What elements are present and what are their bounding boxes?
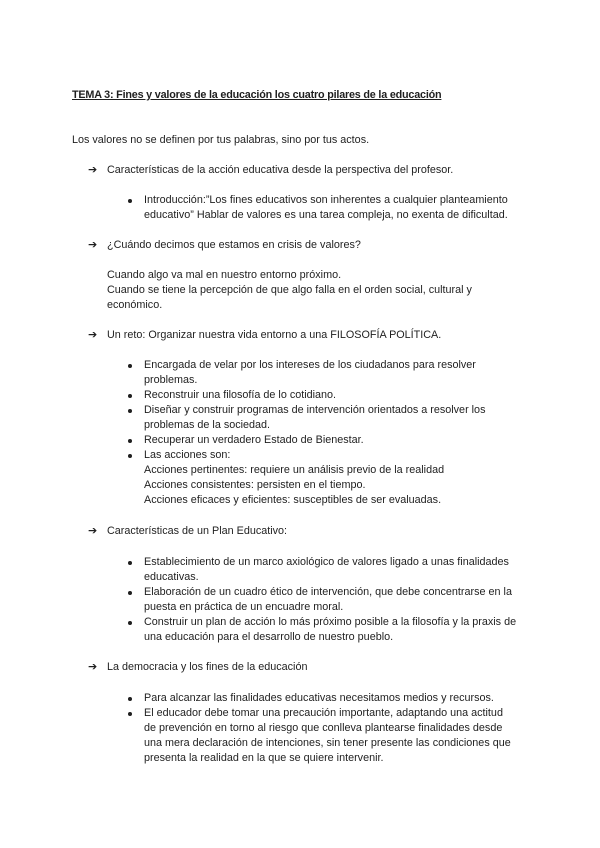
list-item: Construir un plan de acción lo más próximo posible a la filosofía y la praxis de una educación para el desarrollo de nuestro pueblo. xyxy=(88,615,516,645)
section-heading: ➔ ¿Cuándo decimos que estamos en crisis de valores? xyxy=(88,239,361,251)
section-heading: ➔ La democracia y los fines de la educación xyxy=(88,661,308,673)
arrow-bullet-icon: ➔ xyxy=(88,525,98,537)
section-4-bullets xyxy=(88,555,516,645)
list-item: Encargada de velar por los intereses de los ciudadanos para resolver problemas. xyxy=(88,358,485,388)
arrow-bullet-icon: ➔ xyxy=(88,329,98,341)
list-item: Establecimiento de un marco axiológico de valores ligado a unas finalidades educativas. xyxy=(88,555,516,585)
section-5 xyxy=(88,660,307,675)
bullet-dot-icon xyxy=(128,712,132,716)
list-item: Recuperar un verdadero Estado de Bienestar. xyxy=(88,433,485,448)
arrow-bullet-icon: ➔ xyxy=(88,164,98,176)
arrow-bullet-icon: ➔ xyxy=(88,661,98,673)
bullet-dot-icon xyxy=(128,394,132,398)
bullet-dot-icon xyxy=(128,454,132,458)
section-4 xyxy=(88,524,287,539)
list-item: Reconstruir una filosofía de lo cotidiano. xyxy=(88,388,485,403)
bullet-dot-icon xyxy=(128,621,132,625)
section-1-bullets xyxy=(88,193,508,223)
section-3 xyxy=(88,328,441,343)
section-2-paragraph: Cuando algo va mal en nuestro entorno próximo. Cuando se tiene la percepción de que algo falla en el orden social, cultural y económico. xyxy=(107,269,472,311)
section-2 xyxy=(88,238,361,253)
bullet-dot-icon xyxy=(128,561,132,565)
section-5-bullets xyxy=(88,691,511,766)
list-item: Diseñar y construir programas de intervención orientados a resolver los problemas de la sociedad. xyxy=(88,403,485,433)
section-heading: ➔ Un reto: Organizar nuestra vida entorno a una FILOSOFÍA POLÍTICA. xyxy=(88,329,442,341)
bullet-dot-icon xyxy=(128,591,132,595)
list-item: Introducción:”Los fines educativos son inherentes a cualquier planteamiento educativo” Hablar de valores es una tarea compleja, no exenta de dificultad. xyxy=(88,193,508,223)
arrow-bullet-icon: ➔ xyxy=(88,239,98,251)
list-item: El educador debe tomar una precaución importante, adaptando una actitud de prevención en torno al riesgo que conlleva plantearse finalidades desde una mera declaración de intenciones, sin tener presente las condiciones que presenta la realidad en la que se quiere intervenir. xyxy=(88,706,511,766)
bullet-dot-icon xyxy=(128,364,132,368)
section-heading: ➔ Características de la acción educativa desde la perspectiva del profesor. xyxy=(88,164,454,176)
bullet-dot-icon xyxy=(128,697,132,701)
list-item: Elaboración de un cuadro ético de intervención, que debe concentrarse en la puesta en práctica de un encuadre moral. xyxy=(88,585,516,615)
bullet-dot-icon xyxy=(128,439,132,443)
section-3-bullets xyxy=(88,358,485,508)
bullet-dot-icon xyxy=(128,199,132,203)
intro-sentence: Los valores no se definen por tus palabras, sino por tus actos. xyxy=(72,134,370,146)
document-title: TEMA 3: Fines y valores de la educación los cuatro pilares de la educación xyxy=(72,89,442,101)
bullet-dot-icon xyxy=(128,409,132,413)
section-1 xyxy=(88,163,453,178)
list-item: Las acciones son: Acciones pertinentes: requiere un análisis previo de la realidad Acciones consistentes: persisten en el tiempo. Acciones eficaces y eficientes: susceptibles de ser evaluadas. xyxy=(88,448,485,508)
list-item: Para alcanzar las finalidades educativas necesitamos medios y recursos. xyxy=(88,691,511,706)
section-heading: ➔ Características de un Plan Educativo: xyxy=(88,525,288,537)
